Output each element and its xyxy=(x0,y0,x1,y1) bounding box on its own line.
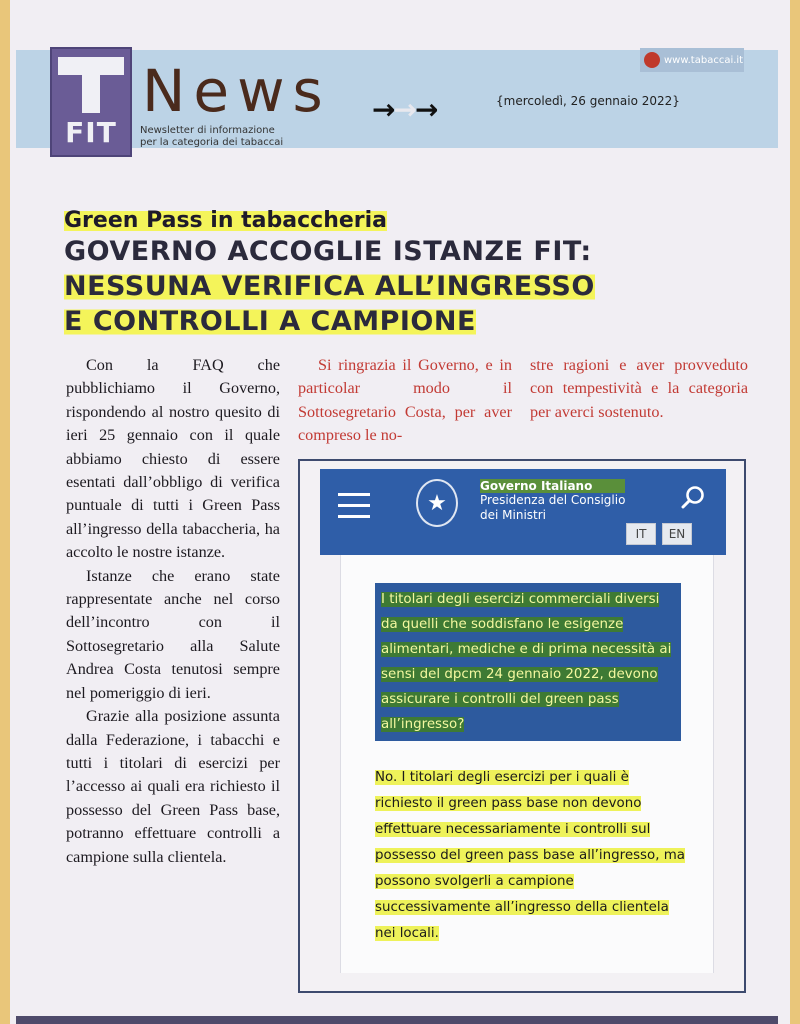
thanks-text-middle: Si ringrazia il Governo, e in particolar modo il Sottosegretario Costa, per aver compreso le no- xyxy=(298,356,512,445)
newsletter-title: News xyxy=(142,57,331,125)
gov-name-line2: Presidenza del Consiglio xyxy=(480,493,626,508)
faq-card xyxy=(340,555,714,973)
site-logo-icon xyxy=(644,52,660,68)
faq-question: I titolari degli esercizi commerciali diversi da quelli che soddisfano le esigenze alimentari, mediche e di prima necessità ai sensi del dpcm 24 gennaio 2022, devono assicurare i controlli del green pass all’ingresso? xyxy=(375,583,681,741)
faq-screenshot xyxy=(298,459,746,993)
arrows-icon: →→→ xyxy=(372,93,437,126)
paragraph-1: Con la FAQ che pubblichiamo il Governo, rispondendo al nostro quesito di ieri 25 gennaio con il quale abbiamo chiesto di essere esentati dall’obbligo di verifica puntuale di tutti i Green Pass all’ingresso della tabaccheria, ha accolto le nostre istanze. xyxy=(66,356,280,562)
issue-date: {mercoledì, 26 gennaio 2022} xyxy=(496,94,680,108)
footer-strip xyxy=(16,1016,778,1024)
language-en-button[interactable]: EN xyxy=(662,523,692,545)
logo-t-stem xyxy=(82,57,100,113)
language-it-button[interactable]: IT xyxy=(626,523,656,545)
gov-name xyxy=(480,479,625,522)
faq-answer: No. I titolari degli esercizi per i quali è richiesto il green pass base non devono effettuare necessariamente i controlli sul possesso del green pass base all’ingresso, ma possono svolgerli a campione successivamente all’ingresso della clientela nei locali. xyxy=(375,770,685,941)
headline-line2: NESSUNA VERIFICA ALL’INGRESSO xyxy=(64,271,595,302)
headline-line3: E CONTROLLI A CAMPIONE xyxy=(64,306,476,337)
thanks-text-right: stre ragioni e aver provveduto con tempestività e la categoria per averci sostenuto. xyxy=(530,356,748,421)
fit-logo xyxy=(50,47,132,157)
website-badge[interactable] xyxy=(640,48,744,72)
gov-name-line3: dei Ministri xyxy=(480,507,546,522)
headline-line1: GOVERNO ACCOGLIE ISTANZE FIT: xyxy=(64,236,592,267)
newsletter-tagline xyxy=(140,125,340,148)
website-link[interactable]: www.tabaccai.it xyxy=(664,54,744,66)
paragraph-2: Istanze che erano state rappresentate anche nel corso dell’incontro con il Sottosegretario alla Salute Andrea Costa tenutosi sempre nel pomeriggio di ieri. xyxy=(66,566,280,702)
tagline-line1: Newsletter di informazione xyxy=(140,125,275,136)
paragraph-3: Grazie alla posizione assunta dalla Federazione, i tabacchi e tutti i titolari di esercizi per l’accesso ai quali era richiesto il possesso del Green Pass base, potranno effettuare controlli a campione sulla clientela. xyxy=(66,707,280,866)
article-body-left xyxy=(66,354,280,869)
republic-emblem-icon: ★ xyxy=(416,479,458,527)
tagline-line2: per la categoria dei tabaccai xyxy=(140,136,284,148)
article-kicker: Green Pass in tabaccheria xyxy=(64,208,388,233)
search-icon[interactable] xyxy=(680,485,706,511)
gov-name-line1: Governo Italiano xyxy=(480,479,625,493)
hamburger-menu-icon[interactable] xyxy=(338,493,370,519)
logo-text: FIT xyxy=(65,116,117,149)
